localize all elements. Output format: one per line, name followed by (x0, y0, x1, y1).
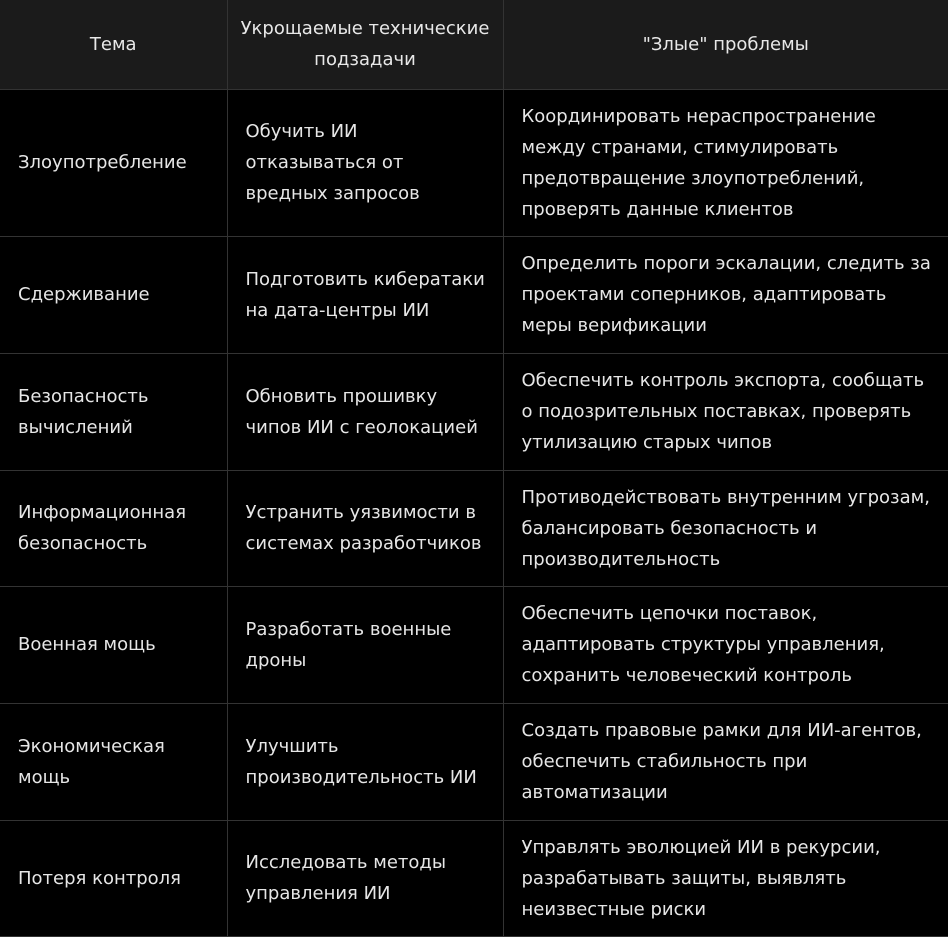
cell-theme: Информационная безопасность (0, 470, 227, 586)
table-row (0, 820, 948, 936)
table-row (0, 470, 948, 586)
table-row (0, 236, 948, 353)
cell-problems: Координировать нераспространение между странами, стимулировать предотвращение злоупотреблений, проверять данные клиентов (503, 89, 948, 236)
cell-task: Обучить ИИ отказываться от вредных запросов (227, 89, 503, 236)
cell-task: Подготовить кибератаки на дата-центры ИИ (227, 236, 503, 353)
cell-theme: Военная мощь (0, 586, 227, 703)
cell-theme: Потеря контроля (0, 820, 227, 936)
cell-theme: Безопасность вычислений (0, 353, 227, 470)
table-header (0, 0, 948, 89)
cell-problems: Управлять эволюцией ИИ в рекурсии, разрабатывать защиты, выявлять неизвестные риски (503, 820, 948, 936)
header-row (0, 0, 948, 89)
cell-problems: Определить пороги эскалации, следить за проектами соперников, адаптировать меры верификации (503, 236, 948, 353)
table-row (0, 353, 948, 470)
header-tasks: Укрощаемые технические подзадачи (227, 0, 503, 89)
table-row (0, 703, 948, 820)
cell-task: Устранить уязвимости в системах разработчиков (227, 470, 503, 586)
cell-problems: Создать правовые рамки для ИИ-агентов, обеспечить стабильность при автоматизации (503, 703, 948, 820)
header-theme: Тема (0, 0, 227, 89)
cell-theme: Экономическая мощь (0, 703, 227, 820)
cell-theme: Злоупотребление (0, 89, 227, 236)
table-body (0, 89, 948, 936)
cell-task: Обновить прошивку чипов ИИ с геолокацией (227, 353, 503, 470)
cell-task: Улучшить производительность ИИ (227, 703, 503, 820)
cell-task: Разработать военные дроны (227, 586, 503, 703)
header-problems: "Злые" проблемы (503, 0, 948, 89)
table-row (0, 89, 948, 236)
cell-problems: Противодействовать внутренним угрозам, балансировать безопасность и производительность (503, 470, 948, 586)
table-row (0, 586, 948, 703)
cell-theme: Сдерживание (0, 236, 227, 353)
cell-problems: Обеспечить цепочки поставок, адаптировать структуры управления, сохранить человеческий контроль (503, 586, 948, 703)
cell-problems: Обеспечить контроль экспорта, сообщать о подозрительных поставках, проверять утилизацию старых чипов (503, 353, 948, 470)
cell-task: Исследовать методы управления ИИ (227, 820, 503, 936)
